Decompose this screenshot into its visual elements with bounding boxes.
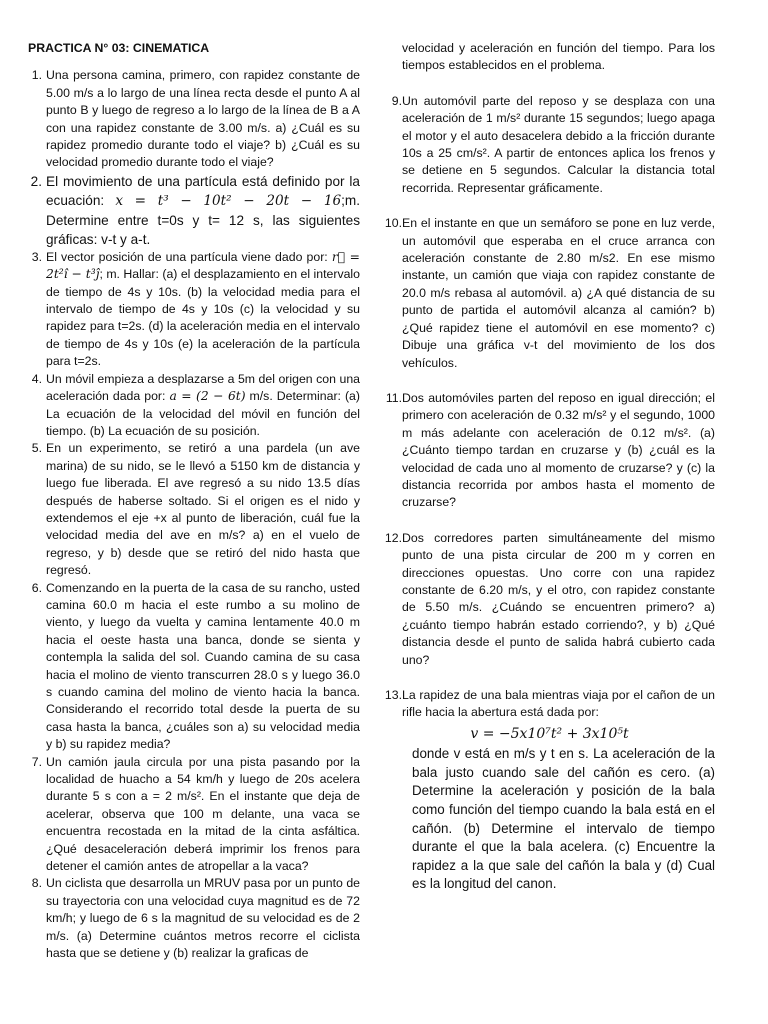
problem-number: 12. <box>384 530 402 545</box>
problem-text: Dos corredores parten simultáneamente del mismo punto de una pista circular de 200 m y corren en direcciones opuestas. Uno corre con una rapidez constante de 6.20 m/s, y el otro, con rapidez constante de 5.50 m/s. ¿Cuándo se encuentren primero? a) ¿cuánto tiempo habrán estado corriendo?, y b) ¿Qué distancia desde el punto de salida habrá cubierto cada uno? <box>402 530 715 667</box>
bullet-speed-equation: v = −5x10⁷t² + 3x10⁵t <box>470 725 629 742</box>
problem-number: 9. <box>391 93 402 108</box>
problem-7 <box>22 754 360 876</box>
problem-text: Dos automóviles parten del reposo en igual dirección; el primero con aceleración de 0.32 m/s² y el segundo, 1000 m más adelante con aceleración de 0.12 m/s². (a) ¿Cuánto tiempo tardan en cruzarse y (b) ¿cuál es la velocidad de cada uno al momento de cruzarse? y (c) la distancia recorrida por ambos hasta el momento de cruzarse? <box>402 390 715 510</box>
position-equation: x = t³ − 10t² − 20t − 16 <box>115 192 342 209</box>
problem-number: 13. <box>384 688 402 702</box>
problem-text-pre: El movimiento de una partícula está definido por la ecuación: <box>46 173 360 208</box>
left-column <box>22 40 360 963</box>
problem-text: En un experimento, se retiró a una pardela (un ave marina) de su nido, se le llevó a 5150 km de distancia y luego fue liberada. El ave regresó a su nido 13.5 días después de haberse soltado. Si el origen es el nido y extendemos el eje +x al punto de liberación, cuál fue la velocidad media del ave en m/s? a) en el vuelo de regreso, y b) desde que se retiró del nido hasta que regresó. <box>46 441 360 578</box>
problem-3 <box>22 249 360 371</box>
problem-text-post: m/s. Determinar: (a) La ecuación de la velocidad del móvil en función del tiempo. (b) La ecuación de su posición. <box>46 389 360 438</box>
problem-number: 10. <box>384 216 402 231</box>
problem-text: Comenzando en la puerta de la casa de su rancho, usted camina 60.0 m hacia el este rumbo a su molino de viento, y luego da vuelta y camina lentamente 40.0 m hacia el oeste hasta una banca, donde se sienta y contempla la salida del sol. Cuando camina de su casa hacia el molino de viento transcurren 28.0 s y luego 36.0 s cuando camina del molino de viento hacia la banca. Considerando el recorrido total desde la puerta de su casa hasta la banca, ¿cuáles son a) su velocidad media y b) su rapidez media? <box>46 580 360 752</box>
problem-6 <box>22 580 360 754</box>
problem-2 <box>22 172 360 249</box>
problem-text: Un automóvil parte del reposo y se desplaza con una aceleración de 1 m/s² durante 15 segundos; luego apaga el motor y el auto desacelera debido a la fricción durante 10s a 25 cm/s². A partir de entonces aplica los frenos y se detiene en 5 segundos. Calcular la distancia total recorrida. Representar gráficamente. <box>402 93 715 195</box>
problem-text-post: ; m. Hallar: (a) el desplazamiento en el intervalo de tiempo de 4s y 10s. (b) la velocidad media para el intervalo de tiempo de 4s y 10s (c) la velocidad y su rapidez para t=2s. (d) la aceleración media en el intervalo de tiempo de 4s y 10s (e) la aceleración de la partícula para t=2s. <box>46 267 360 369</box>
problem-text <box>46 371 360 441</box>
problem-11 <box>384 390 715 512</box>
problem-13-continuation: donde v está en m/s y t en s. La aceleración de la bala justo cuando sale del cañón es cero. (a) Determine la aceleración y posición de la bala como función del tiempo cuando la bala está en el cañón. (b) Determine el intervalo de tiempo durante el que la bala acelera. (c) Encuentre la rapidez a la que sale del cañón la bala y (d) Cual es la longitud del canon. <box>412 746 715 892</box>
problem-9 <box>384 93 715 197</box>
position-vector-equation: r⃗ = 2t²î − t³ĵ <box>46 249 360 282</box>
problem-text: En el instante en que un semáforo se pone en luz verde, un automóvil que esperaba en el cruce arranca con aceleración constante de 2.80 m/s2. En ese mismo instante, un camión que viaja con rapidez constante de 20.0 m/s rebasa al automóvil. a) ¿A qué distancia de su punto de partida el automóvil alcanza al camión? b) ¿Qué rapidez tiene el automóvil en ese momento? c) Dibuje una gráfica v-t del movimiento de los dos vehículos. <box>402 216 715 370</box>
problem-number: 2. <box>30 173 42 189</box>
problem-8 <box>22 875 360 962</box>
problem-5 <box>22 440 360 579</box>
problem-number: 1. <box>31 68 42 83</box>
problem-text <box>46 249 360 371</box>
right-column <box>384 40 715 894</box>
problem-number: 3. <box>31 249 42 264</box>
page-title: PRACTICA N° 03: CINEMATICA <box>28 41 210 55</box>
problem-number: 7. <box>31 754 42 769</box>
problem-4 <box>22 371 360 441</box>
problem-12 <box>384 530 715 669</box>
problem-number: 8. <box>31 876 42 891</box>
problem-number: 4. <box>31 371 42 386</box>
problem-text: Un ciclista que desarrolla un MRUV pasa por un punto de su trayectoria con una velocidad cuya magnitud es de 72 km/h; y luego de 6 s la magnitud de su velocidad es de 2 m/s. (a) Determine cuántos metros recorre el ciclista hasta que se detiene y (b) realizar la graficas de <box>46 876 360 961</box>
problem-text-post: ;m. Determine entre t=0s y t= 12 s, las siguientes gráficas: v-t y a-t. <box>46 192 361 247</box>
problem-number: 5. <box>31 441 42 456</box>
problem-text: Una persona camina, primero, con rapidez constante de 5.00 m/s a lo largo de una línea recta desde el punto A al punto B y luego de regreso a lo largo de la línea de B a A con una rapidez constante de 3.00 m/s. a) ¿Cuál es su rapidez promedio durante todo el viaje? b) ¿Cuál es su velocidad promedio durante todo el viaje? <box>46 68 360 170</box>
problem-number: 6. <box>31 580 42 595</box>
problem-text <box>46 172 360 249</box>
problem-text: La rapidez de una bala mientras viaja por el cañon de un rifle hacia la abertura está dada por: <box>402 688 715 720</box>
problem-text-pre: El vector posición de una partícula viene dado por: <box>46 249 328 264</box>
problem-text-pre: Un móvil empieza a desplazarse a 5m del origen con una aceleración dada por: <box>46 371 360 404</box>
problem-text: Un camión jaula circula por una pista pasando por la localidad de huacho a 54 km/h y luego de 20s acelera durante 5 s con a = 2 m/s². En el instante que deja de acelerar, observa que 100 m delante, una vaca se encuentra recostada en la mitad de la cinta asfáltica. ¿Qué desaceleración deberá imprimir los frenos para detener el camión antes de atropellar a la vaca? <box>46 754 360 874</box>
problem-1 <box>22 67 360 171</box>
problem-number: 11. <box>385 390 402 405</box>
acceleration-equation: a = (2 − 6t) <box>169 389 246 404</box>
problem-8-continuation: velocidad y aceleración en función del tiempo. Para los tiempos establecidos en el problema. <box>402 41 715 73</box>
problem-13 <box>384 687 715 722</box>
problem-10 <box>384 215 715 372</box>
